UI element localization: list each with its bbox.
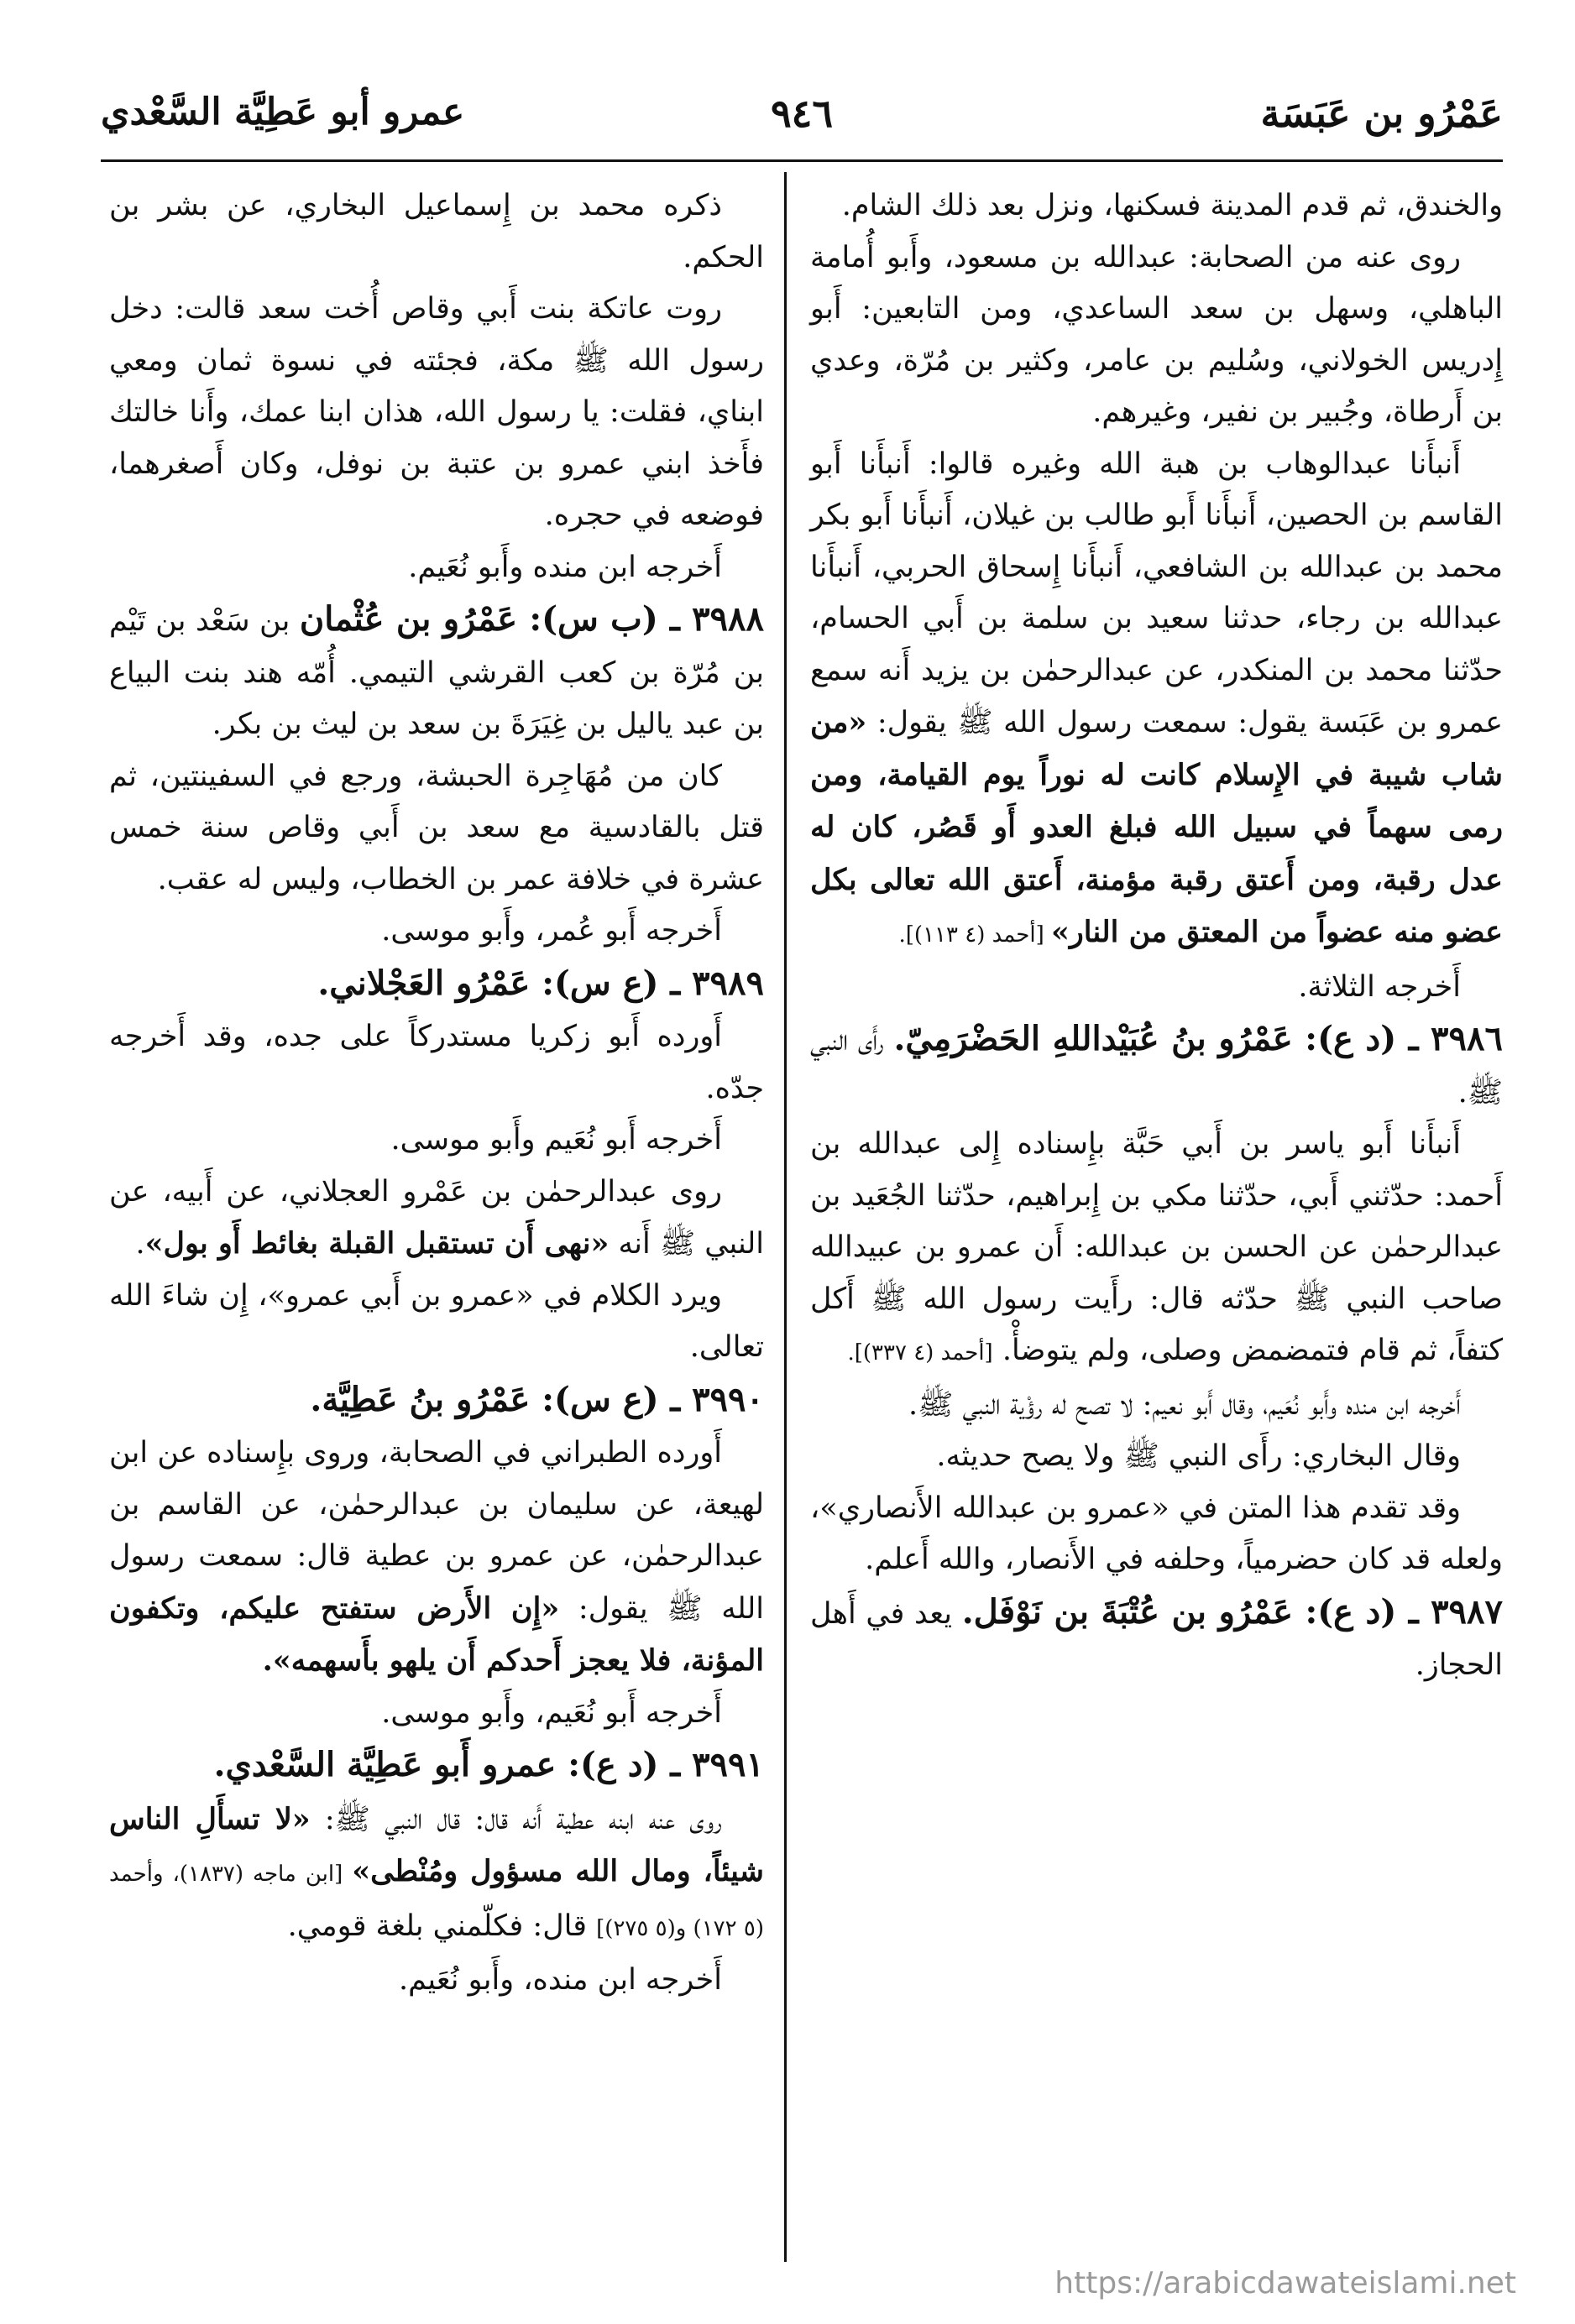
entry-heading: ٣٩٨٩ ـ (ع س): عَمْرُو العَجْلاني. (317, 963, 764, 1003)
paragraph (109, 180, 764, 284)
paragraph (109, 1011, 764, 1115)
text-run: أَخرجه أَبو نُعَيم وأَبو موسى. (390, 1123, 722, 1157)
paragraph (109, 906, 764, 958)
paragraph (109, 1955, 764, 2007)
text-run: روى عنه من الصحابة: عبدالله بن مسعود، وأَبو أُمامة الباهلي، وسهل بن سعد الساعدي، ومن التابعين: أَبو إِدريس الخولاني، وسُليم بن عامر، وكثير بن مُرّة، وعدي بن أَرطاة، وجُبير بن نفير، وغيرهم. (810, 240, 1503, 429)
text-run: يعد في أَهل الحجاز. (810, 1596, 1503, 1682)
paragraph (109, 1115, 764, 1167)
text-run: أَخرجه ابن منده وأَبو نُعَيم، وقال أَبو نعيم: لا تصح له رؤْية النبي ﷺ. (908, 1387, 1461, 1422)
text-run: وقال البخاري: رأَى النبي ﷺ ولا يصح حديثه. (936, 1439, 1461, 1473)
entry-heading-paragraph (109, 1374, 764, 1428)
paragraph (109, 284, 764, 542)
entry-heading-paragraph (109, 593, 764, 751)
paragraph (109, 1428, 764, 1688)
text-run: أَخرجه أَبو نُعَيم، وأَبو موسى. (381, 1695, 722, 1730)
hadith-quote: «لا تسأَلِ الناس شيئاً، ومال الله مسؤول ومُنْطى» (109, 1801, 764, 1888)
header-entry-title-right: عَمْرُو بن عَبَسَة (1260, 91, 1503, 136)
paragraph (810, 232, 1503, 439)
left-column (109, 180, 764, 2007)
text-run: روى عنه ابنه عطية أَنه قال: قال النبي ﷺ: (310, 1802, 722, 1836)
text-run: ويرد الكلام في «عمرو بن أَبي عمرو»، إِن شاءَ الله تعالى. (109, 1278, 764, 1364)
citation: [أحمد (٤ ٣٣٧)]. (847, 1340, 993, 1366)
citation: [أحمد (٤ ١١٣)]. (898, 922, 1052, 948)
header-entry-title-left: عمرو أبو عَطِيَّة السَّعْدي (101, 91, 465, 133)
text-run: قال: فكلّمني بلغة قومي. (287, 1909, 597, 1943)
paragraph (810, 1119, 1503, 1380)
entry-heading: ٣٩٨٧ ـ (د ع): عَمْرُو بن عُتْبَةَ بن نَوْفَل. (961, 1591, 1503, 1632)
paragraph (810, 962, 1503, 1014)
text-run: أَخرجه ابن منده وأَبو نُعَيم. (408, 550, 722, 584)
text-run: كان من مُهَاجِرة الحبشة، ورجع في السفينتين، ثم قتل بالقادسية مع سعد بن أَبي وقاص سنة خمس عشرة في خلافة عمر بن الخطاب، وليس له عقب. (109, 759, 764, 896)
text-run: وقد تقدم هذا المتن في «عمرو بن عبدالله الأَنصاري»، ولعله قد كان حضرمياً، وحلفه في الأَنصار، والله أَعلم. (810, 1491, 1503, 1576)
paragraph (109, 751, 764, 906)
watermark-url: https://arabicdawateislami.net (1054, 2266, 1516, 2300)
paragraph (810, 439, 1503, 962)
entry-heading: ٣٩٩١ ـ (د ع): عمرو أَبو عَطِيَّة السَّعْدي. (213, 1745, 764, 1784)
paragraph (810, 180, 1503, 232)
citation: [ابن ماجه (١٨٣٧)، وأحمد (٥ ١٧٢) و(٥ ٢٧٥)] (109, 1862, 764, 1941)
hadith-quote: «نهى أَن تستقبل القبلة بغائط أَو بول» (144, 1226, 610, 1261)
column-divider (784, 172, 787, 2262)
paragraph (109, 542, 764, 594)
text-run: أَنبأَنا أَبو ياسر بن أَبي حَبَّة بإِسناده إِلى عبدالله بن أَحمد: حدّثني أَبي، حدّثنا مكي بن إِبراهيم، حدّثنا الجُعَيد بن عبدالرحمٰن عن الحسن بن عبدالله: أَن عمرو بن عبيدالله صاحب النبي ﷺ حدّثه قال: رأَيت رسول الله ﷺ أَكل كتفاً، ثم قام فتمضمض وصلى، ولم يتوضأْ. (810, 1127, 1503, 1367)
hadith-quote: «من شاب شيبة في الإِسلام كانت له نوراً يوم القيامة، ومن رمى سهماً في سبيل الله فبلغ العدو أَو قَصُر، كان له عدل رقبة، ومن أَعتق رقبة مؤمنة، أَعتق الله تعالى بكل عضو منه عضواً من المعتق من النار» (810, 705, 1503, 949)
text-run: ذكره محمد بن إِسماعيل البخاري، عن بشر بن الحكم. (109, 189, 764, 274)
entry-heading-paragraph (109, 1739, 764, 1794)
text-run: والخندق، ثم قدم المدينة فسكنها، ونزل بعد ذلك الشام. (841, 189, 1503, 222)
entry-heading-paragraph (810, 1586, 1503, 1692)
paragraph (810, 1431, 1503, 1483)
text-run: أَخرجه ابن منده، وأَبو نُعَيم. (398, 1963, 722, 1997)
text-run: . (135, 1227, 145, 1261)
page-number: ٩٤٦ (770, 91, 834, 136)
entry-heading-paragraph (810, 1013, 1503, 1119)
paragraph (109, 1271, 764, 1374)
text-run: أَخرجه الثلاثة. (1298, 969, 1461, 1004)
text-run: أَورده الطبراني في الصحابة، وروى بإِسناده عن ابن لهيعة، عن سليمان بن عبدالرحمٰن، عن القاسم بن عبدالرحمٰن، عن عمرو بن عطية قال: سمعت رسول الله ﷺ يقول: (109, 1436, 764, 1626)
paragraph (109, 1167, 764, 1271)
text-run: رأَى النبي ﷺ. (810, 1024, 1503, 1110)
paragraph (109, 1688, 764, 1740)
text-run: أَورده أَبو زكريا مستدركاً على جده، وقد أَخرجه جدّه. (109, 1020, 764, 1105)
text-run: أَخرجه أَبو عُمر، وأَبو موسى. (381, 914, 722, 948)
header-rule (101, 159, 1503, 162)
right-column (810, 180, 1503, 1692)
paragraph (810, 1380, 1503, 1432)
text-run: روى عبدالرحمٰن بن عَمْرو العجلاني، عن أَبيه، عن النبي ﷺ أَنه (109, 1174, 764, 1261)
paragraph (810, 1483, 1503, 1586)
hadith-quote: «إِن الأَرض ستفتح عليكم، وتكفون المؤنة، فلا يعجز أَحدكم أَن يلهو بأَسهمه». (109, 1590, 764, 1678)
running-header (101, 91, 1503, 149)
text-run: بن سَعْد بن تَيْم بن مُرّة بن كعب القرشي التيمي. أُمّه هند بنت البياع بن عبد ياليل بن غِيَرَةَ بن سعد بن ليث بن بكر. (109, 604, 764, 741)
text-run: أَنبأَنا عبدالوهاب بن هبة الله وغيره قالوا: أَنبأَنا أَبو القاسم بن الحصين، أَنبأَنا أَبو طالب بن غيلان، أَنبأَنا أَبو بكر محمد بن عبدالله بن الشافعي، أَنبأَنا إِسحاق الحربي، أَنبأَنا عبدالله بن رجاء، حدثنا سعيد بن سلمة بن أَبي الحسام، حدّثنا محمد بن المنكدر، عن عبدالرحمٰن بن يزيد أَنه سمع عمرو بن عَبَسة يقول: سمعت رسول الله ﷺ يقول: (810, 447, 1503, 739)
paragraph (109, 1794, 764, 1956)
entry-heading: ٣٩٨٦ ـ (د ع): عَمْرُو بنُ عُبَيْداللهِ الحَضْرَمِيّ. (893, 1019, 1503, 1058)
text-run: روت عاتكة بنت أَبي وقاص أُخت سعد قالت: دخل رسول الله ﷺ مكة، فجئته في نسوة ثمان ومعي ابناي، فقلت: يا رسول الله، هذان ابنا عمك، وأَنا خالتك فأَخذ ابني عمرو بن عتبة بن نوفل، وكان أَصغرهما، فوضعه في حجره. (109, 292, 764, 532)
entry-heading: ٣٩٩٠ ـ (ع س): عَمْرُو بنُ عَطِيَّة. (310, 1379, 764, 1419)
entry-heading: ٣٩٨٨ ـ (ب س): عَمْرُو بن عُثْمان (299, 599, 764, 639)
entry-heading-paragraph (109, 958, 764, 1012)
